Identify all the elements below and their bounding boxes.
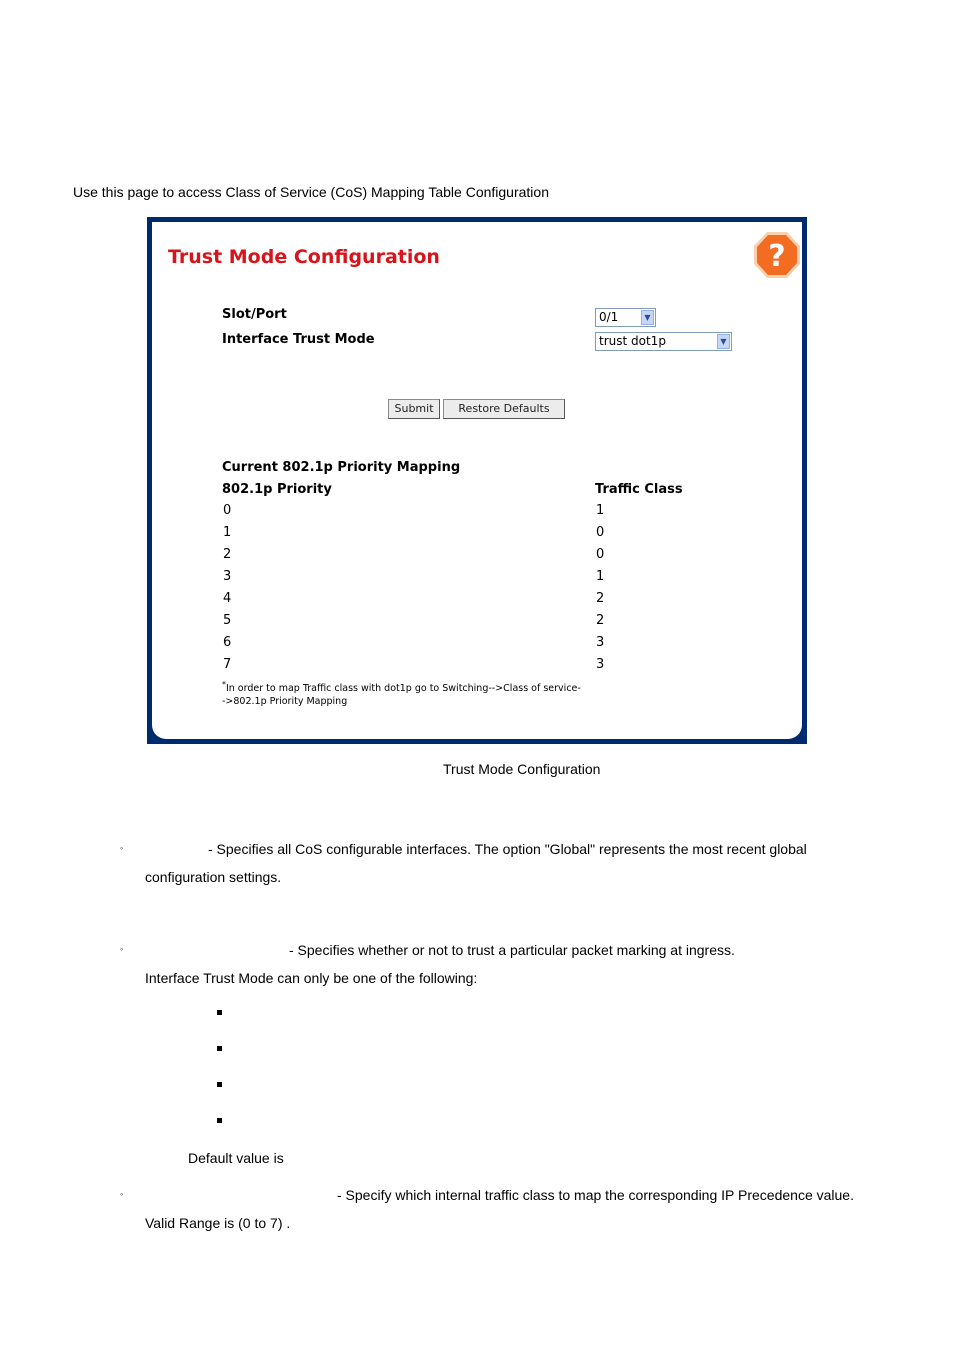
help-icon[interactable] — [752, 230, 802, 280]
figure-caption: Trust Mode Configuration — [443, 761, 601, 777]
panel-title: Trust Mode Configuration — [168, 246, 440, 268]
traffic-cell: 2 — [596, 591, 605, 606]
priority-cell: 7 — [223, 657, 232, 672]
slot-port-label: Slot/Port — [222, 307, 287, 322]
chevron-down-icon[interactable]: ▼ — [717, 334, 730, 349]
priority-cell: 2 — [223, 547, 232, 562]
traffic-cell: 0 — [596, 525, 605, 540]
priority-cell: 4 — [223, 591, 232, 606]
submit-button[interactable]: Submit — [388, 399, 440, 419]
col-traffic-header: Traffic Class — [595, 482, 683, 497]
slot-port-select[interactable] — [595, 308, 656, 327]
trust-mode-select[interactable] — [595, 332, 732, 351]
circle-bullet-icon: ◦ — [120, 944, 124, 954]
priority-cell: 6 — [223, 635, 232, 650]
square-bullet-icon — [217, 1010, 222, 1015]
note-text: In order to map Traffic class with dot1p go to Switching-->Class of service-->802.1p Priority Mapping — [222, 683, 581, 708]
square-bullet-icon — [217, 1082, 222, 1087]
slot-port-value: 0/1 — [599, 310, 619, 324]
restore-defaults-button[interactable]: Restore Defaults — [443, 399, 565, 419]
traffic-class-description-cont: Valid Range is (0 to 7) . — [145, 1215, 291, 1231]
slot-port-description-cont: configuration settings. — [145, 869, 282, 885]
note-star: * — [222, 680, 226, 689]
chevron-down-icon[interactable]: ▼ — [641, 310, 654, 325]
priority-cell: 1 — [223, 525, 232, 540]
traffic-cell: 0 — [596, 547, 605, 562]
traffic-cell: 3 — [596, 635, 605, 650]
trust-mode-panel — [147, 217, 807, 744]
trust-mode-description-cont: Interface Trust Mode can only be one of the following: — [145, 970, 478, 986]
panel-content — [152, 222, 802, 739]
default-value-text: Default value is — [188, 1150, 284, 1166]
circle-bullet-icon: ◦ — [120, 843, 124, 853]
mapping-heading: Current 802.1p Priority Mapping — [222, 460, 461, 475]
col-priority-header: 802.1p Priority — [222, 482, 332, 497]
traffic-cell: 2 — [596, 613, 605, 628]
help-glyph: ? — [768, 239, 786, 274]
intro-text: Use this page to access Class of Service (CoS) Mapping Table Configuration — [73, 184, 549, 200]
priority-cell: 5 — [223, 613, 232, 628]
priority-cell: 3 — [223, 569, 232, 584]
square-bullet-icon — [217, 1046, 222, 1051]
mapping-note — [222, 678, 582, 708]
circle-bullet-icon: ◦ — [120, 1189, 124, 1199]
traffic-class-description: - Specify which internal traffic class to map the corresponding IP Precedence value. — [337, 1187, 854, 1203]
square-bullet-icon — [217, 1118, 222, 1123]
priority-cell: 0 — [223, 503, 232, 518]
traffic-cell: 1 — [596, 503, 605, 518]
traffic-cell: 1 — [596, 569, 605, 584]
trust-mode-label: Interface Trust Mode — [222, 332, 375, 347]
trust-mode-description: - Specifies whether or not to trust a particular packet marking at ingress. — [289, 942, 735, 958]
slot-port-description: - Specifies all CoS configurable interfaces. The option "Global" represents the most recent global — [208, 841, 807, 857]
traffic-cell: 3 — [596, 657, 605, 672]
trust-mode-value: trust dot1p — [599, 334, 666, 348]
